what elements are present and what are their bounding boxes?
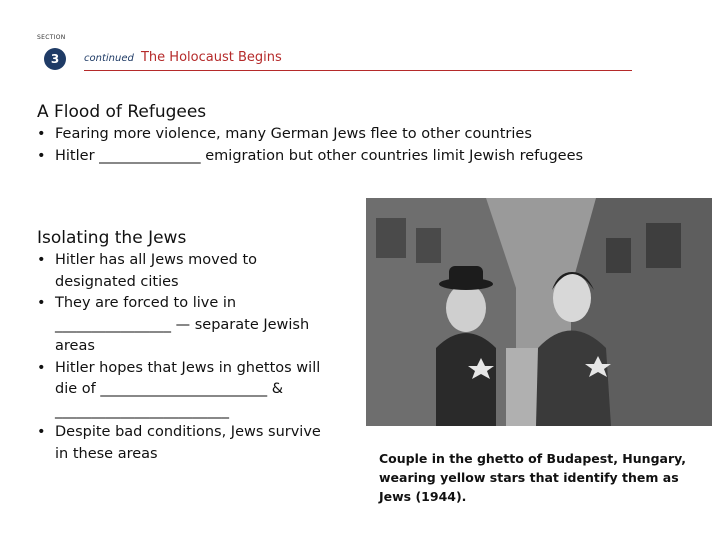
- list-item-text: Hitler has all Jews moved to designated cities: [55, 252, 258, 290]
- list-item: [37, 124, 677, 146]
- bullet-icon: •: [37, 252, 46, 268]
- slide-title: The Holocaust Begins: [140, 50, 282, 65]
- list-item: [37, 250, 337, 293]
- section-label: SECTION: [37, 34, 66, 41]
- bullet-icon: •: [37, 359, 46, 376]
- bullet-icon: •: [37, 147, 46, 164]
- ghetto-couple-photo: [366, 198, 712, 426]
- list-item-text: They are forced to live in ________________ — separate Jewish areas: [55, 295, 310, 354]
- list-item: [37, 293, 337, 358]
- bullet-icon: •: [37, 424, 46, 440]
- bullet-icon: •: [37, 126, 46, 142]
- list-item: [37, 422, 337, 465]
- list-item-text: Hitler ______________ emigration but other countries limit Jewish refugees: [55, 147, 584, 164]
- photo-illustration: [366, 198, 712, 426]
- bullet-icon: •: [37, 295, 46, 311]
- list-item: [37, 146, 677, 168]
- continued-label: continued: [84, 53, 134, 64]
- flood-list: [37, 124, 677, 167]
- list-item-text: Hitler hopes that Jews in ghettos will die of _______________________ & ________________________: [55, 359, 321, 419]
- list-item-text: Despite bad conditions, Jews survive in these areas: [55, 424, 321, 462]
- photo-caption: Couple in the ghetto of Budapest, Hungary, wearing yellow stars that identify them as Jews (1944).: [379, 451, 687, 504]
- slide-header: [84, 50, 632, 71]
- list-item: [37, 358, 337, 423]
- isolating-list: [37, 250, 337, 465]
- list-item-text: Fearing more violence, many German Jews flee to other countries: [55, 126, 532, 142]
- section-number-badge: 3: [44, 48, 66, 70]
- flood-heading: A Flood of Refugees: [37, 102, 207, 122]
- isolating-heading: Isolating the Jews: [37, 228, 187, 248]
